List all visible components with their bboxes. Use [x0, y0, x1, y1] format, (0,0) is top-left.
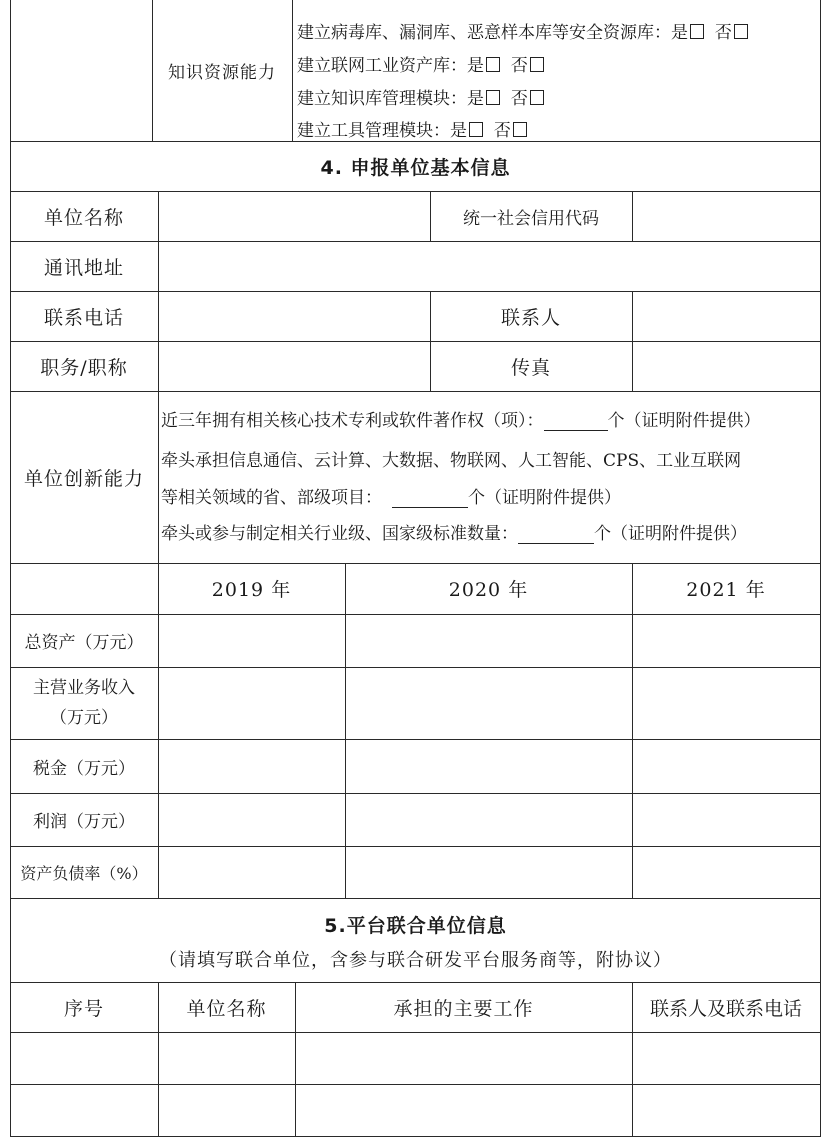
contact-label: 联系人 — [500, 306, 561, 329]
address-label: 通讯地址 — [43, 256, 124, 279]
unit-name-field[interactable] — [159, 192, 430, 241]
total-assets-label: 总资产（万元） — [24, 633, 144, 653]
knowledge-item: 建立病毒库、漏洞库、恶意样本库等安全资源库：是 否 — [297, 18, 748, 43]
innovation-line-patents: 近三年拥有相关核心技术专利或软件著作权（项）： 个（证明附件提供） — [161, 411, 761, 431]
phone-label: 联系电话 — [43, 306, 124, 329]
unit-name-label: 单位名称 — [43, 206, 124, 229]
patents-count-field[interactable] — [544, 412, 608, 431]
knowledge-resource-label: 知识资源能力 — [168, 63, 276, 83]
yes-checkbox[interactable] — [486, 90, 500, 105]
knowledge-item: 建立知识库管理模块：是 否 — [297, 84, 544, 109]
col-header-main-work: 承担的主要工作 — [393, 997, 534, 1020]
profit-label: 利润（万元） — [33, 812, 135, 832]
yes-checkbox[interactable] — [690, 24, 704, 39]
credit-code-field[interactable] — [633, 192, 820, 241]
contact-field[interactable] — [633, 292, 820, 341]
table-row[interactable] — [11, 1085, 820, 1136]
yes-checkbox[interactable] — [486, 57, 500, 72]
year-header: 2020 年 — [448, 579, 529, 601]
knowledge-item: 建立联网工业资产库：是 否 — [297, 51, 544, 76]
main-revenue-label: 主营业务收入（万元） — [33, 678, 135, 728]
projects-count-field[interactable] — [392, 489, 468, 508]
fax-label: 传真 — [510, 356, 551, 379]
no-checkbox[interactable] — [530, 90, 544, 105]
standards-count-field[interactable] — [518, 525, 594, 544]
no-checkbox[interactable] — [530, 57, 544, 72]
year-header: 2021 年 — [686, 579, 766, 601]
credit-code-label: 统一社会信用代码 — [463, 208, 599, 229]
no-checkbox[interactable] — [513, 122, 527, 137]
col-header-index: 序号 — [63, 997, 104, 1020]
col-header-contact: 联系人及联系电话 — [649, 997, 802, 1020]
col-header-unit-name: 单位名称 — [186, 997, 267, 1020]
table-border-bottom — [10, 1136, 821, 1137]
section-5-subtitle: （请填写联合单位，含参与联合研发平台服务商等，附协议） — [159, 950, 672, 971]
tax-label: 税金（万元） — [33, 758, 135, 779]
address-field[interactable] — [159, 242, 820, 291]
col-divider — [292, 0, 293, 141]
knowledge-item: 建立工具管理模块：是 否 — [297, 116, 527, 141]
debt-ratio-label: 资产负债率（%） — [20, 863, 148, 883]
position-field[interactable] — [159, 342, 430, 391]
year-header: 2019 年 — [211, 579, 292, 601]
innovation-line-projects: 牵头承担信息通信、云计算、大数据、物联网、人工智能、CPS、工业互联网 — [161, 451, 742, 471]
innovation-line-projects-cont: 等相关领域的省、部级项目： 个（证明附件提供） — [161, 488, 621, 508]
fax-field[interactable] — [633, 342, 820, 391]
no-checkbox[interactable] — [734, 24, 748, 39]
section-4-title: 4. 申报单位基本信息 — [320, 156, 511, 179]
section-5-title: 5.平台联合单位信息 — [324, 914, 507, 937]
innovation-line-standards: 牵头或参与制定相关行业级、国家级标准数量： 个（证明附件提供） — [161, 524, 747, 544]
phone-field[interactable] — [159, 292, 430, 341]
yes-checkbox[interactable] — [469, 122, 483, 137]
position-label: 职务/职称 — [40, 356, 128, 379]
table-row[interactable] — [11, 1033, 820, 1084]
innovation-label: 单位创新能力 — [23, 467, 144, 490]
row-divider — [10, 898, 821, 899]
